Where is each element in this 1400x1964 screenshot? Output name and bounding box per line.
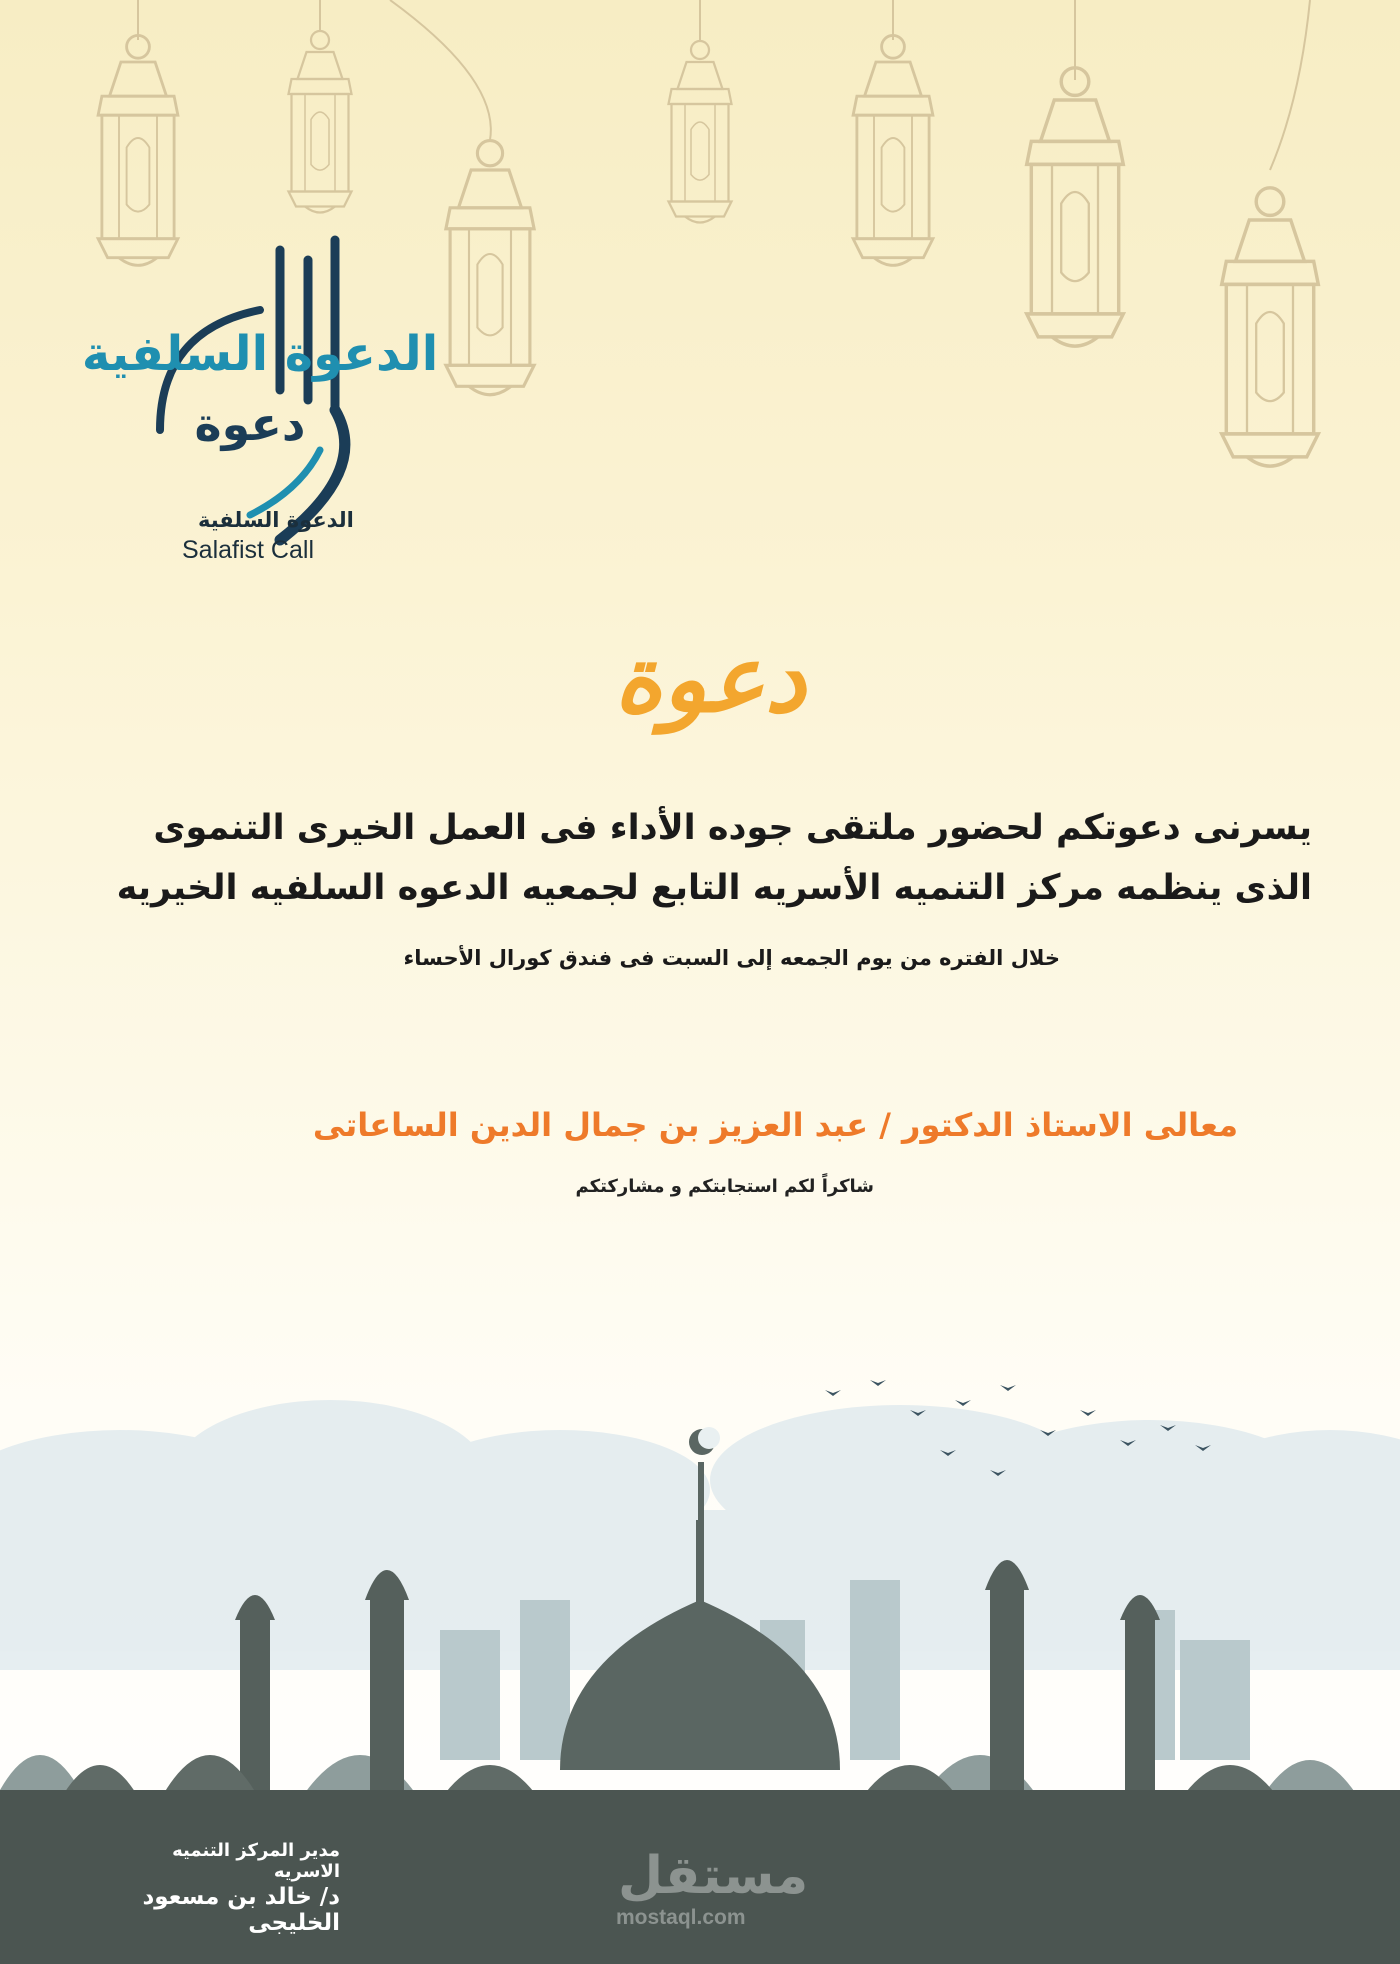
invitation-line-3: خلال الفتره من يوم الجمعه إلى السبت فى فندق كورال الأحساء: [403, 946, 1060, 970]
thanks-text: شاكراً لكم استجابتكم و مشاركتكم: [575, 1176, 874, 1197]
recipient-name: معالى الاستاذ الدكتور / عبد العزيز بن جمال الدين الساعاتى: [312, 1106, 1238, 1144]
invitation-line-2: الذى ينظمه مركز التنميه الأسريه التابع لجمعيه الدعوه السلفيه الخيريه: [116, 868, 1312, 908]
lantern-icon: [1222, 0, 1319, 466]
signature-role: مدير المركز التنميه الاسريه: [172, 1840, 340, 1882]
lantern-icon: [853, 0, 933, 265]
logo-english-name: Salafist Call: [182, 536, 314, 564]
crescent-icon: [689, 1427, 720, 1455]
lantern-icon: [669, 0, 732, 223]
lantern-icon: [289, 0, 352, 213]
watermark-arabic: مستقل: [618, 1846, 809, 1906]
invitation-title: [580, 585, 840, 765]
watermark-url: mostaql.com: [616, 1906, 746, 1929]
invitation-title-word: دعوة: [614, 625, 806, 733]
salafist-call-logo: [81, 240, 439, 590]
signature-name: د/ خالد بن مسعود الخليجى: [142, 1884, 340, 1936]
svg-text:الدعوة السلفية: الدعوة السلفية: [81, 326, 439, 382]
logo-calligraphy-icon: [81, 240, 439, 500]
invitation-line-1: يسرنى دعوتكم لحضور ملتقى جوده الأداء فى العمل الخيرى التنموى: [153, 808, 1312, 848]
lantern-icon: [98, 0, 178, 265]
logo-arabic-name: الدعوة السلفية: [198, 508, 354, 532]
svg-text:دعوة: دعوة: [194, 397, 306, 451]
lantern-icon: [1027, 0, 1124, 346]
